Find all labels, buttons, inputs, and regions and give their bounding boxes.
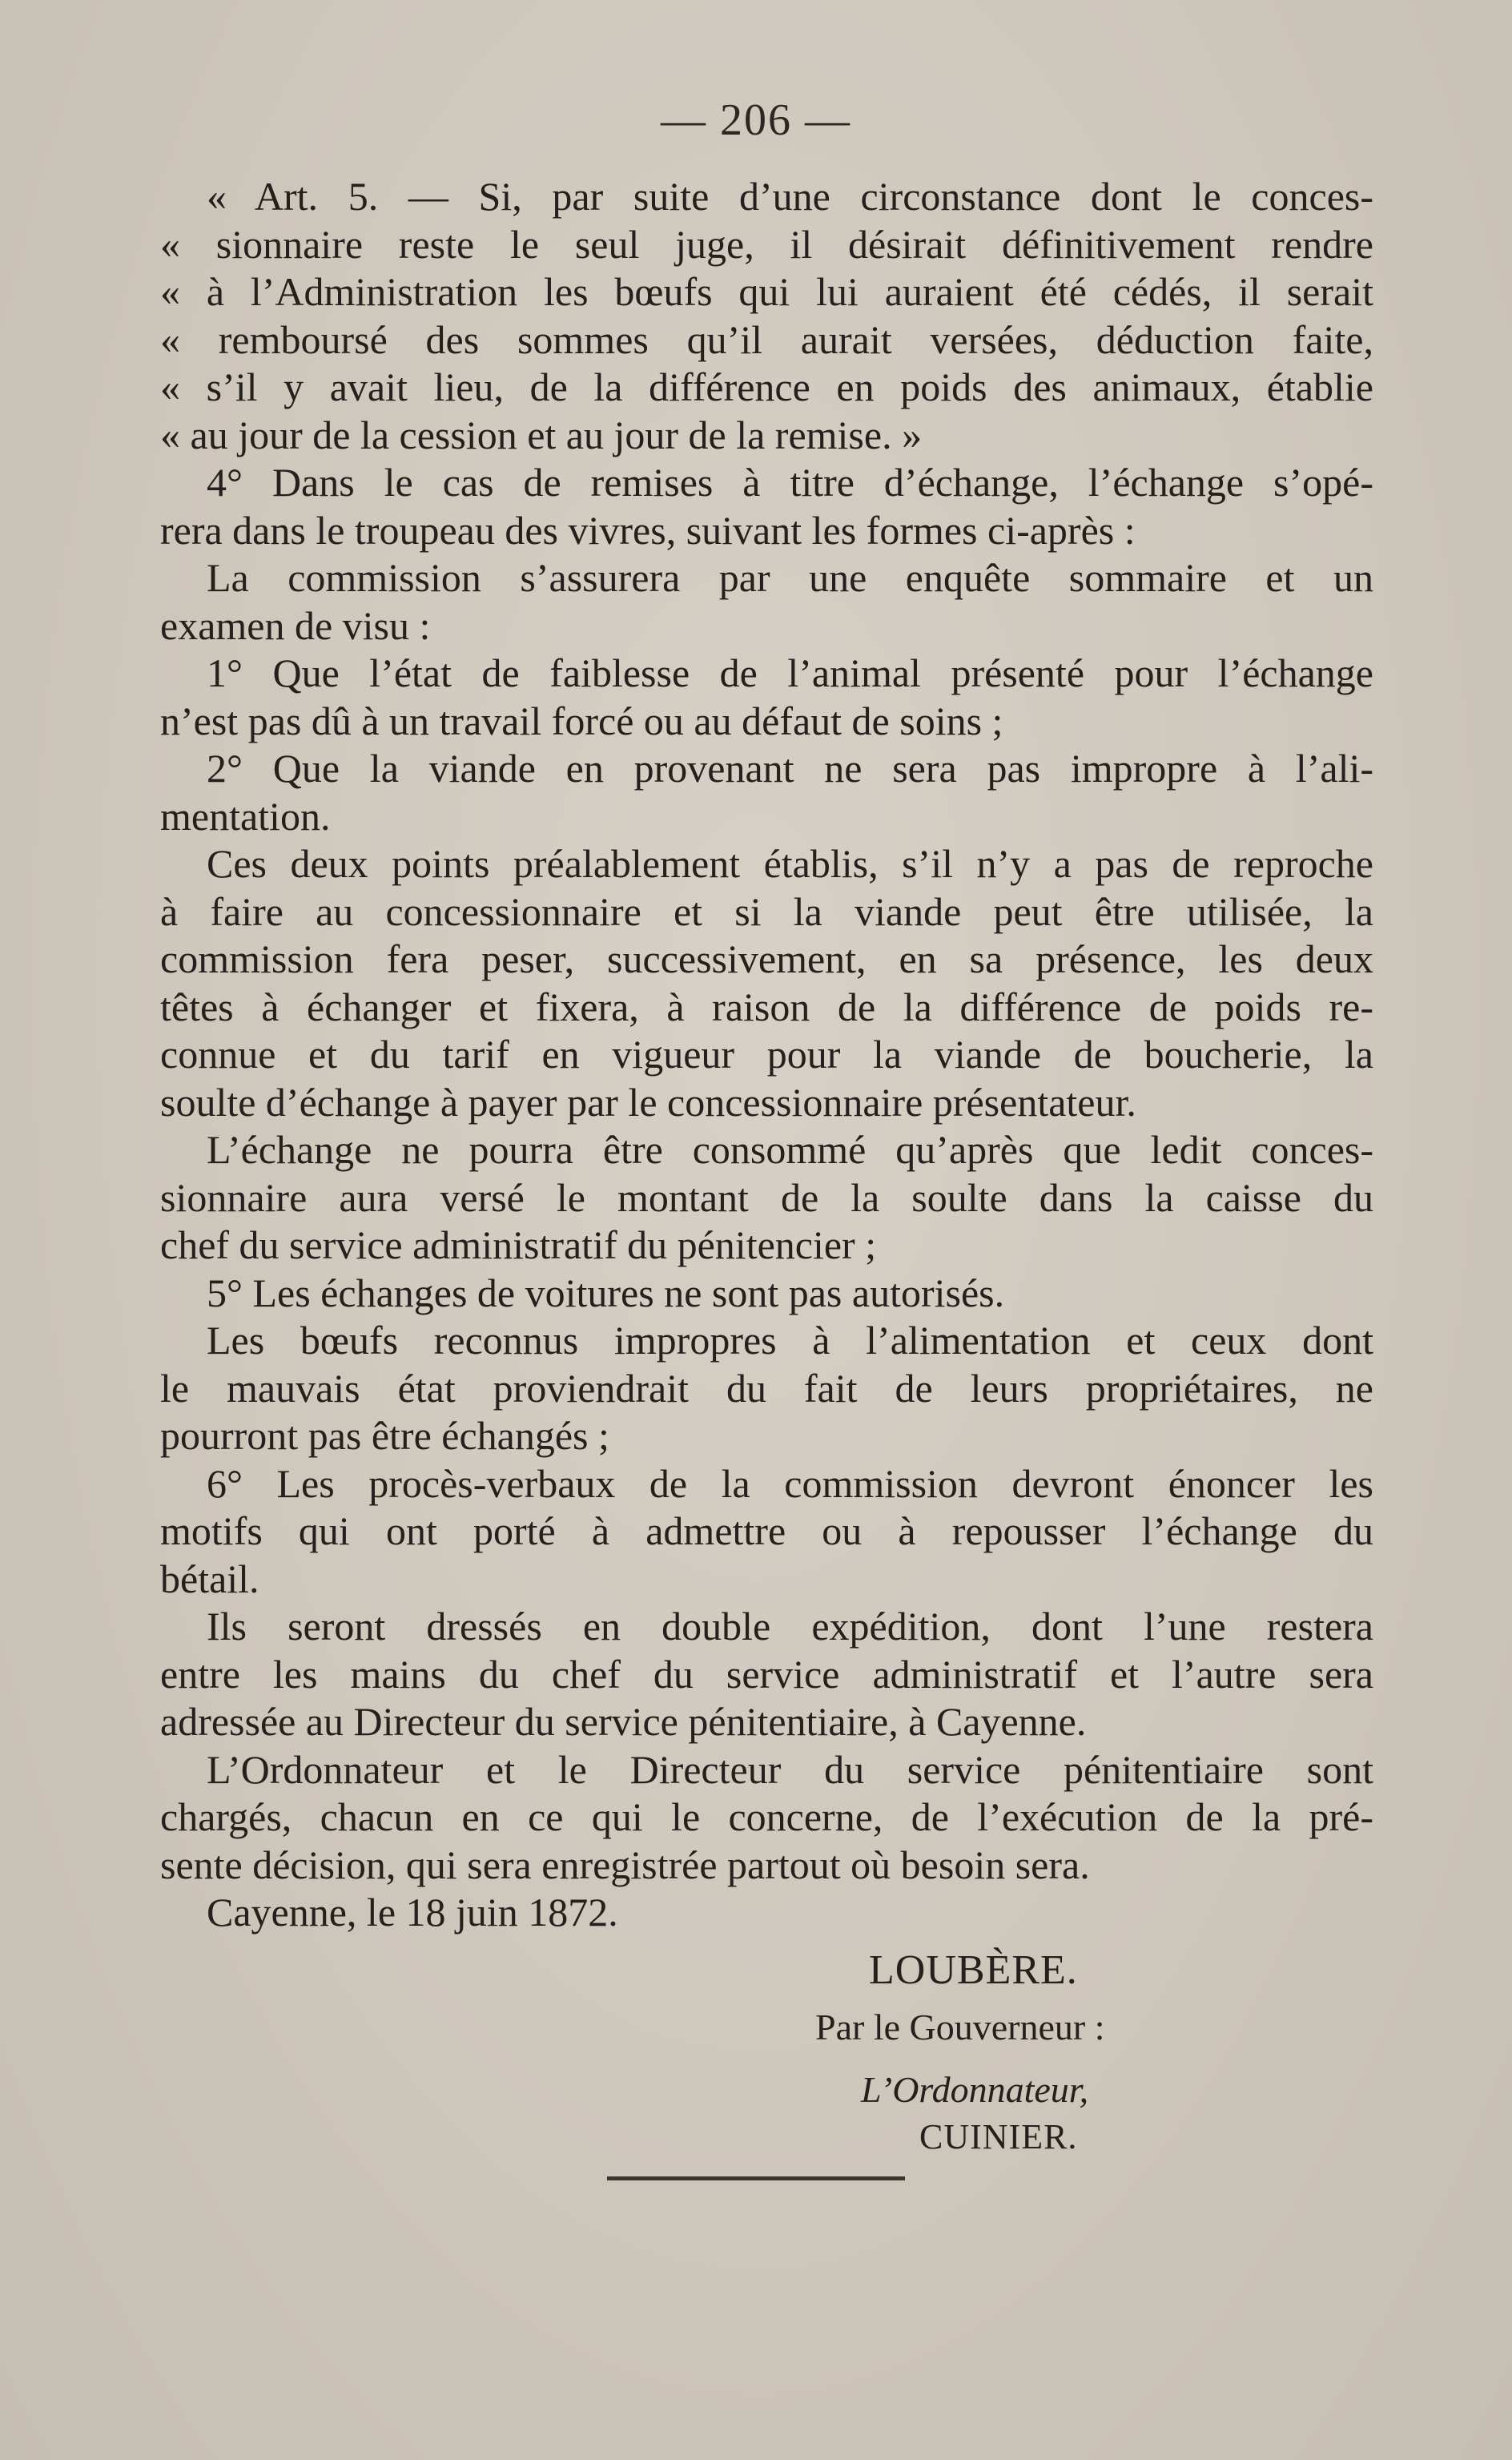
body-text	[160, 173, 1373, 1937]
text-line: L’échange ne pourra être consommé qu’après que ledit conces-	[207, 1127, 1373, 1172]
text-line: « s’il y avait lieu, de la différence en poids des animaux, établie	[160, 364, 1373, 409]
text-line: Ces deux points préalablement établis, s’il n’y a pas de reproche	[207, 841, 1373, 886]
text-line: « remboursé des sommes qu’il aurait versées, déduction faite,	[160, 316, 1373, 362]
text-line: Les bœufs reconnus impropres à l’alimentation et ceux dont	[207, 1318, 1373, 1363]
text-line: 4° Dans le cas de remises à titre d’échange, l’échange s’opé-	[207, 460, 1373, 505]
text-line: à faire au concessionnaire et si la viande peut être utilisée, la	[160, 888, 1373, 934]
text-line: chargés, chacun en ce qui le concerne, de l’exécution de la pré-	[160, 1794, 1373, 1839]
countersignatory-role: L’Ordonnateur,	[861, 2069, 1089, 2110]
text-line: Cayenne, le 18 juin 1872.	[207, 1890, 618, 1935]
text-line: 6° Les procès-verbaux de la commission devront énoncer les	[207, 1460, 1373, 1506]
text-line: L’Ordonnateur et le Directeur du service pénitentiaire sont	[207, 1746, 1373, 1792]
text-line: têtes à échanger et fixera, à raison de la différence de poids re-	[160, 984, 1373, 1029]
text-line: 1° Que l’état de faiblesse de l’animal présenté pour l’échange	[207, 650, 1373, 695]
text-line: le mauvais état proviendrait du fait de leurs propriétaires, ne	[160, 1365, 1373, 1411]
signatory-authority: Par le Gouverneur :	[815, 2007, 1105, 2047]
text-line: « à l’Administration les bœufs qui lui auraient été cédés, il serait	[160, 269, 1373, 314]
text-line: bétail.	[160, 1556, 259, 1601]
text-line: La commission s’assurera par une enquête sommaire et un	[207, 555, 1373, 600]
text-line: entre les mains du chef du service administratif et l’autre sera	[160, 1651, 1373, 1697]
text-line: motifs qui ont porté à admettre ou à repousser l’échange du	[160, 1508, 1373, 1553]
text-line: « au jour de la cession et au jour de la remise. »	[160, 412, 923, 457]
text-line: connue et du tarif en vigueur pour la viande de boucherie, la	[160, 1032, 1373, 1077]
closing-rule	[607, 2176, 905, 2180]
text-line: Ils seront dressés en double expédition, dont l’une restera	[207, 1604, 1373, 1649]
text-line: mentation.	[160, 793, 331, 839]
text-line: n’est pas dû à un travail forcé ou au défaut de soins ;	[160, 698, 1003, 743]
text-line: soulte d’échange à payer par le concessionnaire présentateur.	[160, 1079, 1136, 1125]
text-line: chef du service administratif du pénitencier ;	[160, 1222, 877, 1267]
countersignatory-name: CUINIER.	[919, 2117, 1078, 2156]
text-line: examen de visu :	[160, 602, 431, 648]
text-line: « Art. 5. — Si, par suite d’une circonstance dont le conces-	[207, 174, 1373, 219]
text-line: pourront pas être échangés ;	[160, 1413, 609, 1458]
text-line: « sionnaire reste le seul juge, il désirait définitivement rendre	[160, 221, 1373, 267]
text-line: commission fera peser, successivement, en sa présence, les deux	[160, 936, 1373, 981]
text-line: sente décision, qui sera enregistrée partout où besoin sera.	[160, 1842, 1090, 1887]
page-number: — 206 —	[661, 95, 851, 145]
signatory-name: LOUBÈRE.	[869, 1947, 1078, 1993]
text-line: sionnaire aura versé le montant de la soulte dans la caisse du	[160, 1174, 1373, 1220]
text-line: 5° Les échanges de voitures ne sont pas autorisés.	[207, 1270, 1005, 1315]
text-line: rera dans le troupeau des vivres, suivant les formes ci-après :	[160, 507, 1136, 553]
text-line: 2° Que la viande en provenant ne sera pas impropre à l’ali-	[207, 746, 1373, 791]
text-line: adressée au Directeur du service pénitentiaire, à Cayenne.	[160, 1699, 1087, 1744]
